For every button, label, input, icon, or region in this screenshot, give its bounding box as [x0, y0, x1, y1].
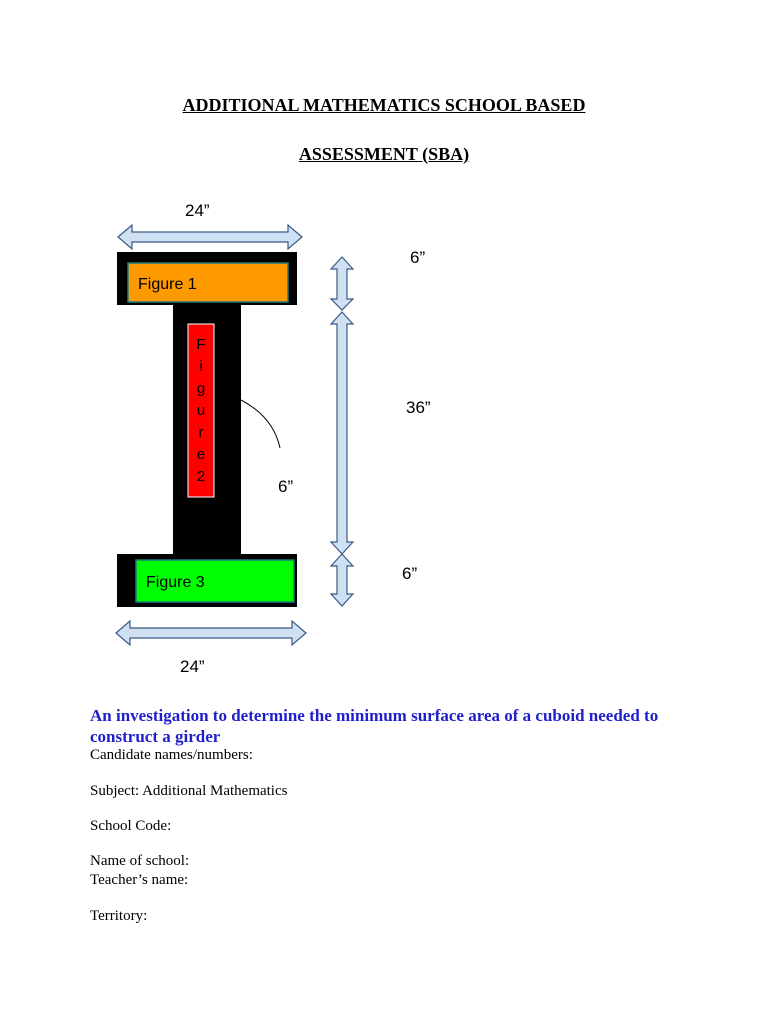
figure-3-label: Figure 3	[146, 574, 205, 591]
figure-2-letter: e	[196, 446, 206, 463]
bottom-height-label: 6”	[402, 564, 418, 583]
subject-field: Subject: Additional Mathematics	[90, 783, 288, 799]
candidate-names-field: Candidate names/numbers:	[90, 747, 253, 763]
web-width-label: 6”	[278, 477, 294, 496]
bottom-width-arrow	[116, 621, 306, 645]
figure-1-label: Figure 1	[138, 276, 197, 293]
top-width-label: 24”	[185, 201, 210, 220]
web-height-label: 36”	[406, 398, 431, 417]
figure-2-letter: u	[196, 402, 206, 419]
top-height-label: 6”	[410, 248, 426, 267]
document-title-line-2: ASSESSMENT (SBA)	[298, 144, 470, 164]
territory-field: Territory:	[90, 908, 148, 924]
school-code-field: School Code:	[90, 818, 172, 834]
document-title-line-1: ADDITIONAL MATHEMATICS SCHOOL BASED	[182, 95, 586, 115]
figure-2-letter: i	[199, 358, 203, 375]
investigation-heading: An investigation to determine the minimum surface area of a cuboid needed to construct a girder	[90, 706, 659, 746]
bottom-height-arrow	[331, 554, 353, 606]
bottom-width-label: 24”	[180, 657, 205, 676]
school-name-field: Name of school:	[90, 853, 190, 869]
figure-2-letter: r	[198, 424, 204, 441]
figure-2-letter: g	[196, 380, 206, 397]
top-width-arrow	[118, 225, 302, 249]
top-height-arrow	[331, 257, 353, 310]
figure-2-letter: 2	[196, 468, 206, 485]
web-width-pointer	[241, 400, 280, 448]
web-height-arrow	[331, 312, 353, 554]
girder-diagram	[100, 190, 460, 690]
teacher-name-field: Teacher’s name:	[90, 872, 189, 888]
figure-2-letter: F	[196, 336, 206, 353]
